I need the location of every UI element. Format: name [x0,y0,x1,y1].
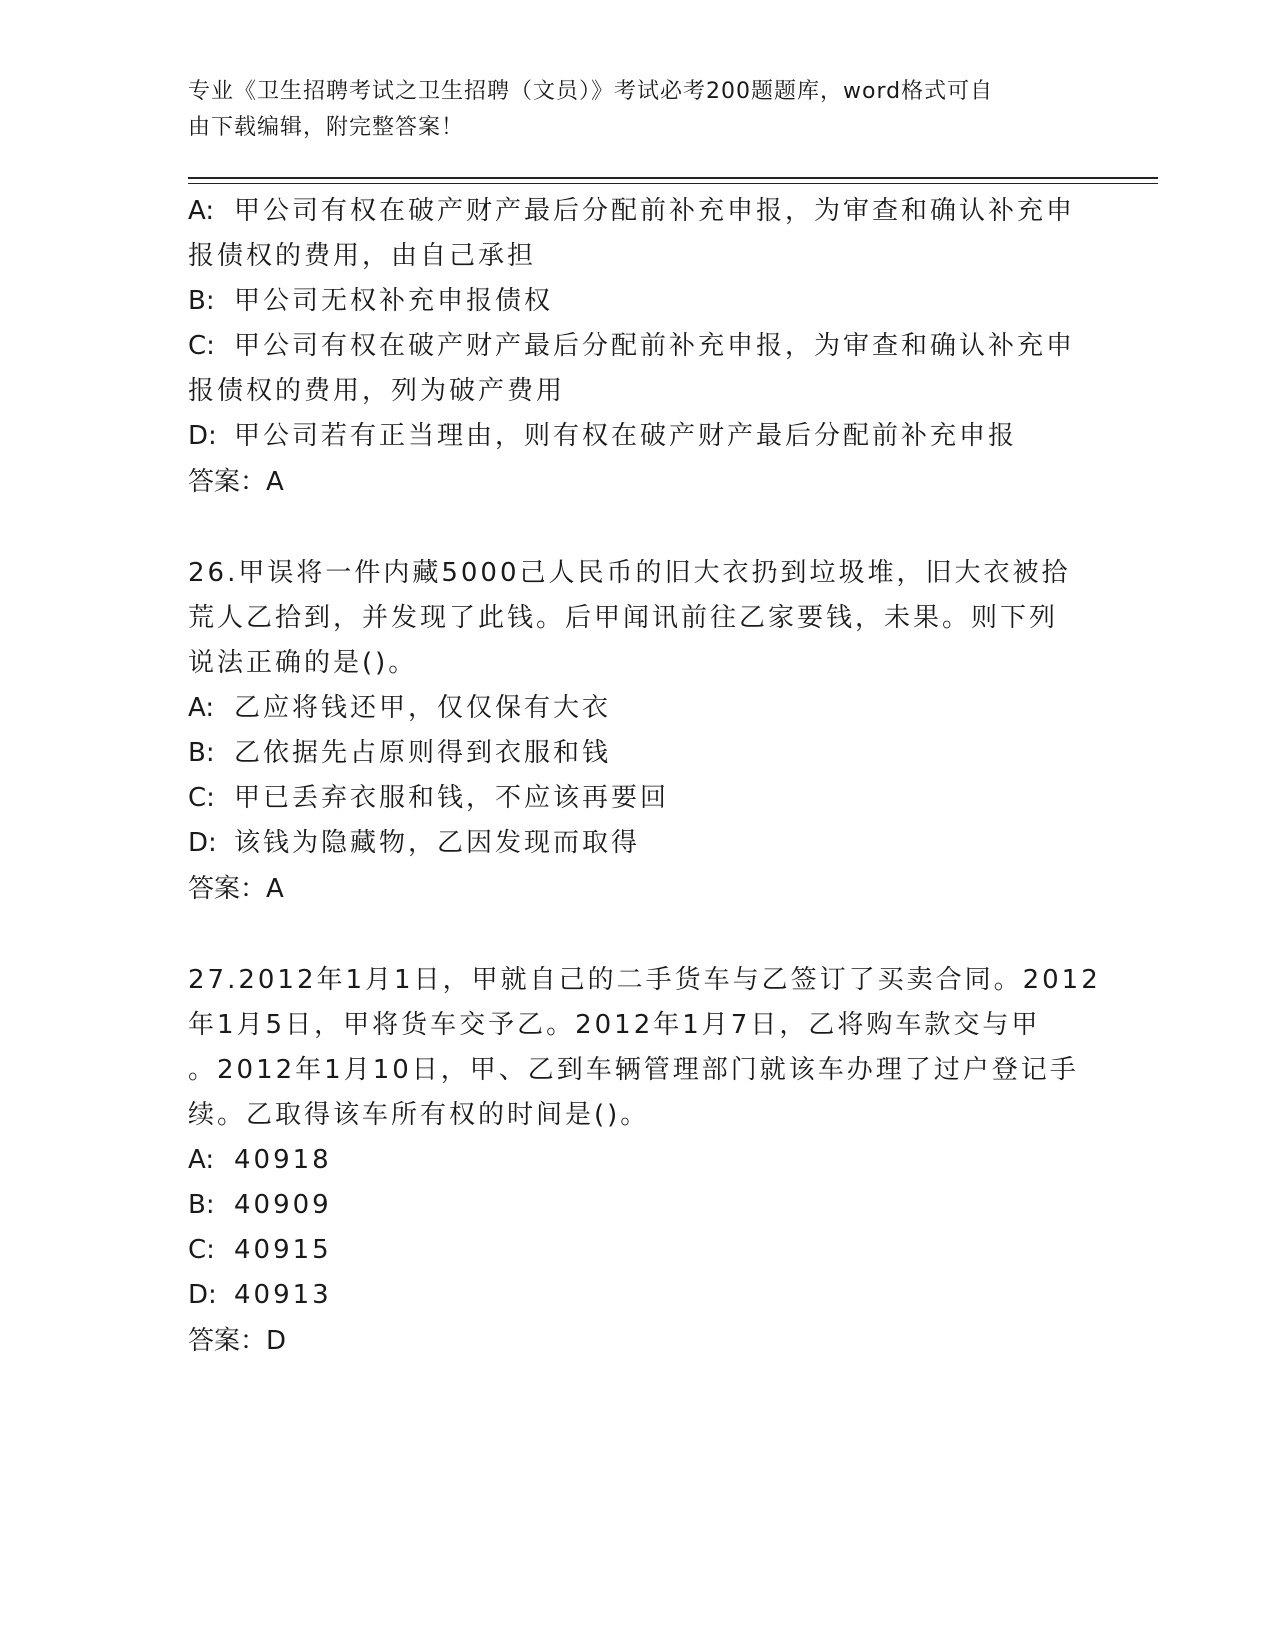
question-25-options [188,189,1088,505]
document-header [188,74,1068,146]
option-text: 甲已丢弃衣服和钱，不应该再要回 [234,783,670,813]
question-content [188,189,1101,1364]
option-c [188,776,1088,821]
question-stem-line: 。2012年1月10日，甲、乙到车辆管理部门就该车办理了过户登记手 [188,1055,1079,1085]
answer-value: D [266,1326,287,1356]
header-divider-thin [188,183,1158,184]
question-spacer [188,912,1088,958]
question-stem-line: 说法正确的是()。 [188,648,418,678]
option-key: A: [188,196,215,226]
option-text: 甲公司无权补充申报债权 [234,286,554,316]
answer-value: A [266,467,284,497]
option-a [188,189,1088,234]
option-b [188,731,1088,776]
header-divider-thick [188,177,1158,179]
option-key: D: [188,828,217,858]
option-d [188,1273,1088,1318]
option-key: C: [188,783,215,813]
option-text: 该钱为隐藏物，乙因发现而取得 [234,828,641,858]
option-key: B: [188,738,215,768]
option-key: D: [188,1280,217,1310]
option-text: 乙依据先占原则得到衣服和钱 [234,738,612,768]
question-26 [188,551,1088,912]
header-title-line: 由下载编辑，附完整答案！ [188,115,465,140]
option-a [188,686,1088,731]
option-c [188,324,1088,369]
option-text: 40909 [234,1190,332,1220]
option-text: 甲公司有权在破产财产最后分配前补充申报，为审查和确认补充申 [234,331,1076,361]
option-text: 40918 [234,1145,332,1175]
option-key: A: [188,693,215,723]
answer-label: 答案： [188,466,267,496]
option-text: 乙应将钱还甲，仅仅保有大衣 [234,693,612,723]
option-c-continued: 报债权的费用，列为破产费用 [188,376,566,406]
question-stem-line: 年1月5日，甲将货车交予乙。2012年1月7日，乙将购车款交与甲 [188,1010,1041,1040]
option-a-continued: 报债权的费用，由自己承担 [188,241,537,271]
option-b [188,1183,1088,1228]
option-a [188,1138,1088,1183]
question-stem-line: 27.2012年1月1日，甲就自己的二手货车与乙签订了买卖合同。2012 [188,965,1101,995]
answer-line [188,866,1088,912]
question-27 [188,958,1101,1364]
option-text: 甲公司若有正当理由，则有权在破产财产最后分配前补充申报 [234,421,1018,451]
option-c [188,1228,1088,1273]
option-key: C: [188,331,215,361]
option-text: 40915 [234,1235,332,1265]
option-key: D: [188,421,217,451]
answer-line [188,459,1088,505]
option-key: A: [188,1145,215,1175]
header-title-line: 专业《卫生招聘考试之卫生招聘（文员）》考试必考200题题库，word格式可自 [188,79,994,104]
option-d [188,821,1088,866]
question-stem-line: 26.甲误将一件内藏5000己人民币的旧大衣扔到垃圾堆，旧大衣被拾 [188,558,1071,588]
answer-label: 答案： [188,1325,267,1355]
answer-line [188,1318,1088,1364]
option-key: B: [188,286,215,316]
option-key: C: [188,1235,215,1265]
option-text: 40913 [234,1280,332,1310]
question-spacer [188,505,1088,551]
question-stem-line: 荒人乙拾到，并发现了此钱。后甲闻讯前往乙家要钱，未果。则下列 [188,603,1059,633]
option-key: B: [188,1190,215,1220]
option-d [188,414,1088,459]
option-b [188,279,1088,324]
answer-label: 答案： [188,873,267,903]
option-text: 甲公司有权在破产财产最后分配前补充申报，为审查和确认补充申 [234,196,1076,226]
answer-value: A [266,874,284,904]
question-stem-line: 续。乙取得该车所有权的时间是()。 [188,1100,650,1130]
